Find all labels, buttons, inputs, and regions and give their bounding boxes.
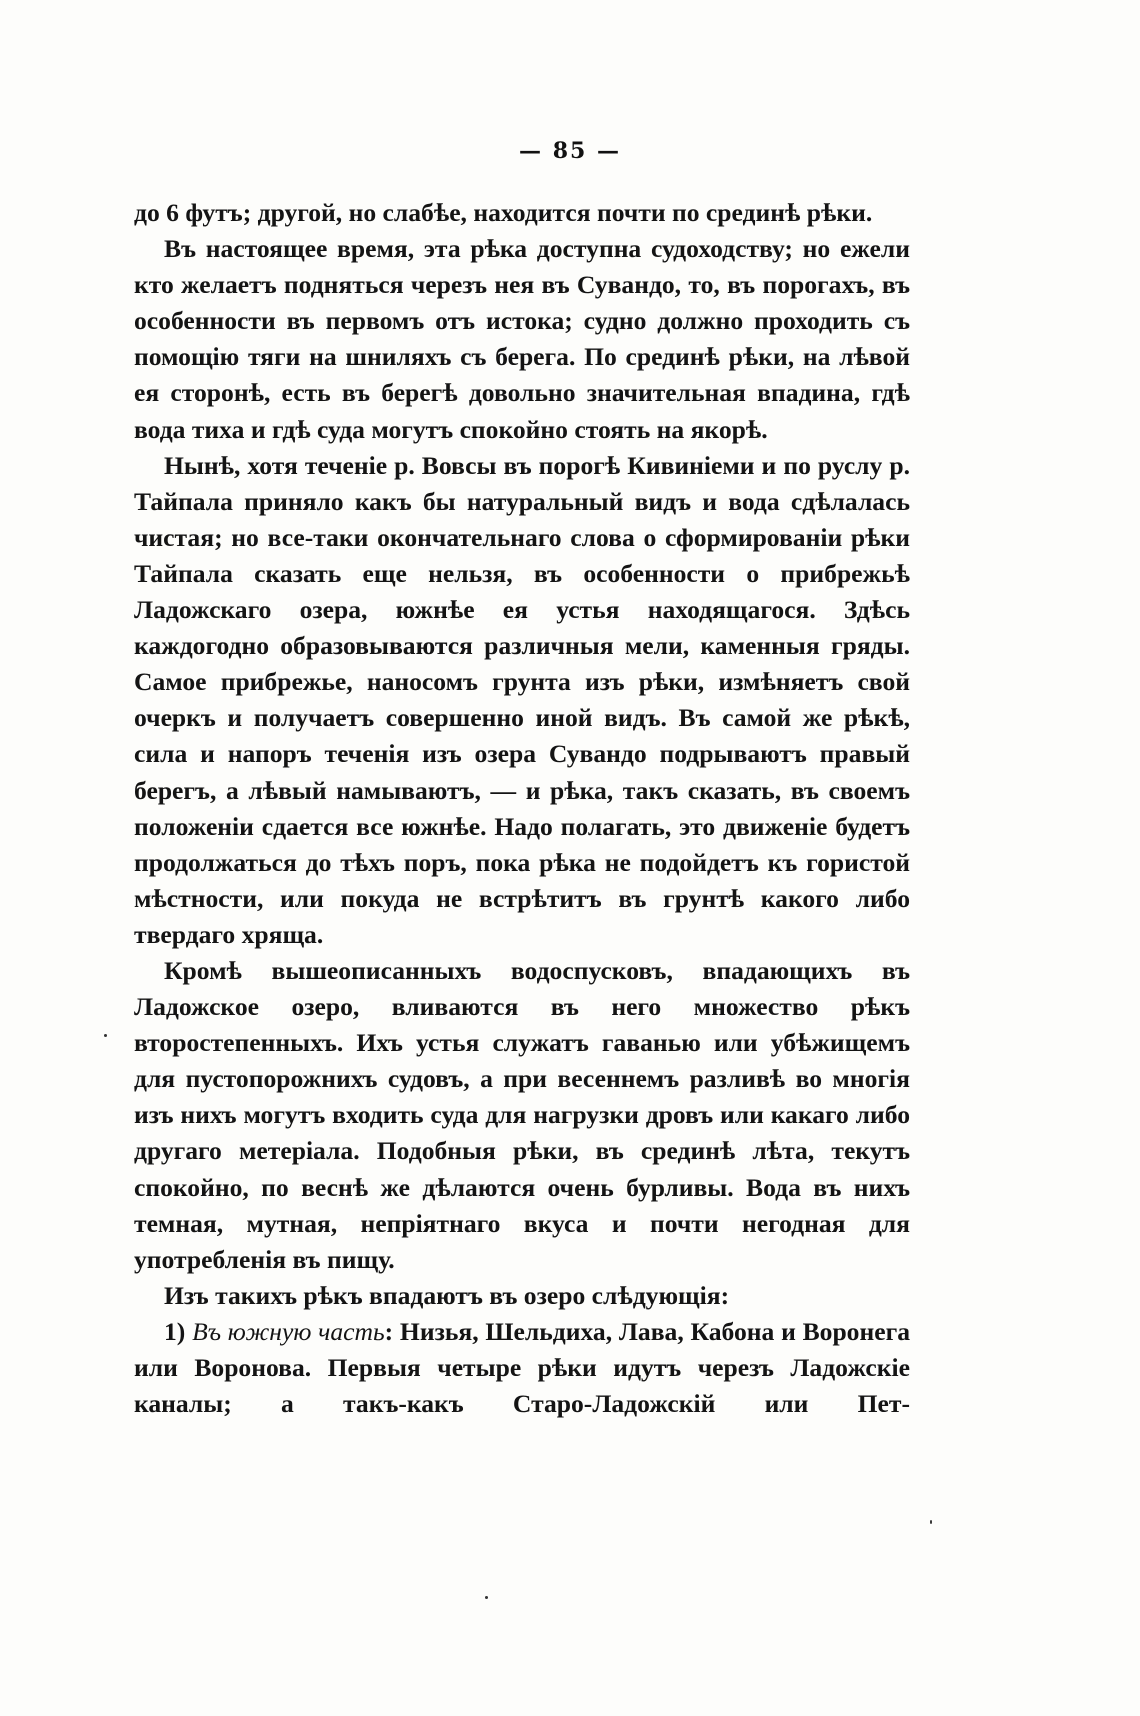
print-speck: [930, 1520, 932, 1524]
paragraph-secondary-rivers: Кромѣ вышеописанныхъ водоспусковъ, впадающихъ въ Ладожское озеро, вливаются въ него множество рѣкъ второстепенныхъ. Ихъ устья служатъ гаванью или убѣжищемъ для пустопорожнихъ судовъ, а при весеннемъ разливѣ во многія изъ нихъ могутъ входить суда для нагрузки дровъ или какаго либо другаго метеріала. Подобныя рѣки, въ срединѣ лѣта, текутъ спокойно, по веснѣ же дѣлаются очень бурливы. Вода въ нихъ темная, мутная, непріятнаго вкуса и почти негодная для употребленія въ пищу.: [134, 955, 910, 1274]
paragraph-navigation: Въ настоящее время, эта рѣка доступна судоходству; но ежели кто желаетъ подняться черезъ нея въ Сувандо, то, въ порогахъ, въ особенности въ первомъ отъ истока; судно должно проходить съ помощію тяги на шниляхъ съ берега. По срединѣ рѣки, на лѣвой ея сторонѣ, есть въ берегѣ довольно значительная впадина, гдѣ вода тиха и гдѣ суда могутъ спокойно стоять на якорѣ.: [134, 234, 910, 444]
paragraph-list-intro: Изъ такихъ рѣкъ впадаютъ въ озеро слѣдующія:: [164, 1280, 730, 1310]
list-text: : Низья, Шельдиха, Лава, Кабона и Воронега или Воронова. Первыя четыре рѣки идутъ черезъ Ладожскіе каналы; а такъ-какъ Старо-Ладожскій или Пет-: [134, 1316, 910, 1419]
print-speck: [485, 1596, 488, 1599]
page-number: — 85 —: [519, 138, 621, 164]
list-item-south: [134, 1314, 910, 1422]
paragraph-continuation: до 6 футъ; другой, но слабѣе, находится почти по срединѣ рѣки.: [134, 198, 873, 227]
paragraph-river-course: Нынѣ, хотя теченіе р. Вовсы въ порогѣ Кивиніеми и по руслу р. Тайпала приняло какъ бы натуральный видъ и вода сдѣлалась чистая; но все-таки окончательнаго слова о сформированіи рѣки Тайпала сказать еще нельзя, въ особенности о прибрежьѣ Ладожскаго озера, южнѣе ея устья находящагося. Здѣсь каждогодно образовываются различныя мели, каменныя гряды. Самое прибрежье, наносомъ грунта изъ рѣки, измѣняетъ свой очеркъ и получаетъ совершенно иной видъ. Въ самой же рѣкѣ, сила и напоръ теченія изъ озера Сувандо подрываютъ правый берегъ, а лѣвый намываютъ, — и рѣка, такъ сказать, въ своемъ положеніи сдается все южнѣе. Надо полагать, это движеніе будетъ продолжаться до тѣхъ поръ, пока рѣка не подойдетъ къ гористой мѣстности, или покуда не встрѣтитъ въ грунтѣ какого либо твердаго хряща.: [134, 450, 910, 949]
list-heading: Въ южную часть: [192, 1316, 385, 1346]
print-speck: [104, 1034, 107, 1037]
list-marker: 1): [164, 1316, 186, 1346]
body-text: [134, 195, 910, 1422]
